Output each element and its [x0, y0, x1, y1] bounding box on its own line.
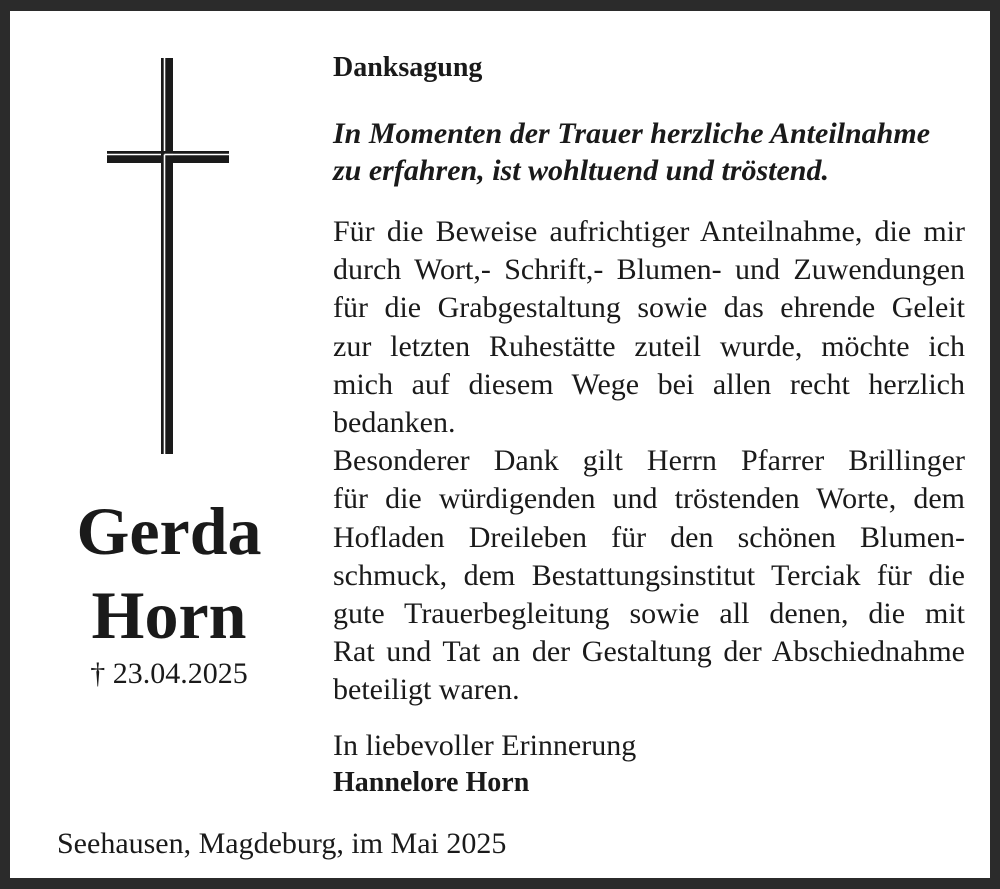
motto	[333, 115, 965, 189]
body-line: Hofladen Dreileben für den schönen Blumen-	[333, 520, 965, 554]
thanks-text	[333, 213, 965, 710]
motto-line: zu erfahren, ist wohltuend und tröstend.	[333, 154, 829, 187]
motto-line: In Momenten der Trauer herzliche Anteilnahme	[333, 117, 931, 150]
body-line: zur letzten Ruhestätte zuteil wurde, möchte ich	[333, 329, 965, 363]
deceased-last-name: Horn	[91, 577, 247, 653]
body-line: gute Trauerbegleitung sowie all denen, die mit	[333, 597, 965, 631]
notice-heading: Danksagung	[333, 52, 483, 83]
place-and-date: Seehausen, Magdeburg, im Mai 2025	[57, 827, 507, 860]
body-line: beteiligt waren.	[333, 673, 520, 707]
body-line: schmuck, dem Bestattungsinstitut Terciak für die	[333, 558, 965, 592]
body-line: mich auf diesem Wege bei allen recht herzlich	[333, 367, 965, 401]
body-line: für die würdigenden und tröstenden Worte, dem	[333, 482, 965, 516]
signer-name: Hannelore Horn	[333, 767, 530, 798]
body-line: Besonderer Dank gilt Herrn Pfarrer Brillinger	[333, 444, 965, 478]
body-line: Rat und Tat an der Gestaltung der Abschiednahme	[333, 635, 965, 669]
deceased-first-name: Gerda	[76, 493, 262, 569]
obituary-card	[10, 11, 990, 878]
death-date: † 23.04.2025	[90, 657, 248, 690]
body-line: durch Wort,- Schrift,- Blumen- und Zuwendungen	[333, 253, 965, 287]
body-line: für die Grabgestaltung sowie das ehrende Geleit	[333, 291, 965, 325]
cross-icon	[107, 58, 229, 454]
body-line: Für die Beweise aufrichtiger Anteilnahme, die mir	[333, 215, 965, 248]
closing-phrase: In liebevoller Erinnerung	[333, 729, 637, 762]
body-line: bedanken.	[333, 406, 456, 440]
closing-block	[333, 727, 965, 801]
